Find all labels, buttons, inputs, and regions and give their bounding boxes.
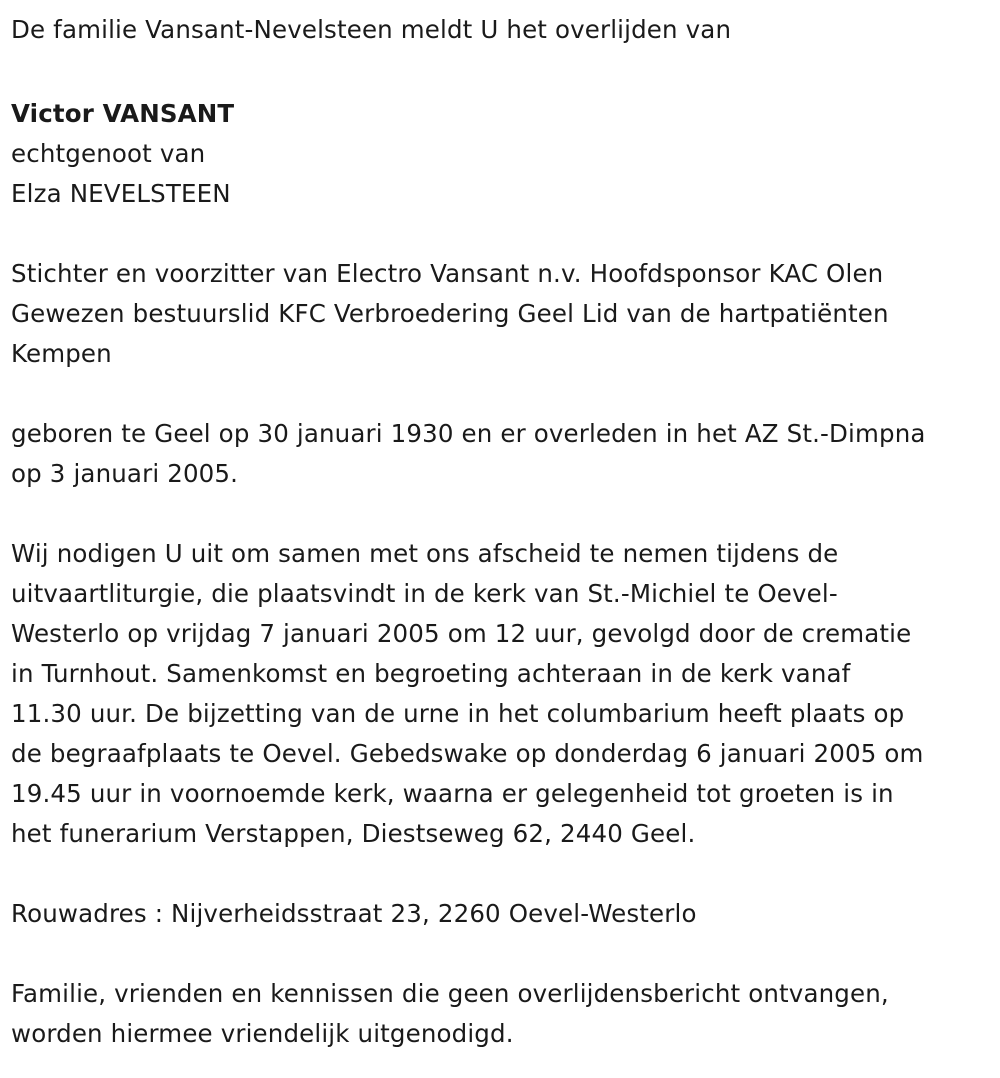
- mourning-address: Rouwadres : Nijverheidsstraat 23, 2260 Oevel-Westerlo: [11, 899, 697, 928]
- spacer: [11, 374, 996, 414]
- spouse-name: Elza NEVELSTEEN: [11, 179, 231, 208]
- ceremony-line: Westerlo op vrijdag 7 januari 2005 om 12 uur, gevolgd door de crematie: [11, 619, 912, 648]
- ceremony-line: Wij nodigen U uit om samen met ons afscheid te nemen tijdens de: [11, 539, 839, 568]
- spacer: [11, 54, 996, 94]
- ceremony-line: uitvaartliturgie, die plaatsvindt in de kerk van St.-Michiel te Oevel-: [11, 579, 838, 608]
- deceased-name: Victor VANSANT: [11, 99, 235, 128]
- ceremony-line: 11.30 uur. De bijzetting van de urne in het columbarium heeft plaats op: [11, 699, 905, 728]
- ceremony-line: het funerarium Verstappen, Diestseweg 62, 2440 Geel.: [11, 819, 696, 848]
- spacer: [11, 494, 996, 534]
- spacer: [11, 854, 996, 894]
- ceremony-line: in Turnhout. Samenkomst en begroeting achteraan in de kerk vanaf: [11, 659, 851, 688]
- birth-death-line: op 3 januari 2005.: [11, 459, 239, 488]
- ceremony-line: de begraafplaats te Oevel. Gebedswake op donderdag 6 januari 2005 om: [11, 739, 924, 768]
- spacer: [11, 934, 996, 974]
- birth-death-line: geboren te Geel op 30 januari 1930 en er overleden in het AZ St.-Dimpna: [11, 419, 926, 448]
- roles-line: Stichter en voorzitter van Electro Vansant n.v. Hoofdsponsor KAC Olen: [11, 259, 884, 288]
- ceremony-line: 19.45 uur in voornoemde kerk, waarna er gelegenheid tot groeten is in: [11, 779, 894, 808]
- intro-text: De familie Vansant-Nevelsteen meldt U het overlijden van: [11, 15, 732, 44]
- closing-line: Familie, vrienden en kennissen die geen overlijdensbericht ontvangen,: [11, 979, 889, 1008]
- relation-text: echtgenoot van: [11, 139, 206, 168]
- spacer: [11, 214, 996, 254]
- closing-line: worden hiermee vriendelijk uitgenodigd.: [11, 1019, 514, 1048]
- roles-line: Gewezen bestuurslid KFC Verbroedering Geel Lid van de hartpatiënten: [11, 299, 889, 328]
- death-notice: [11, 6, 996, 1054]
- roles-line: Kempen: [11, 339, 112, 368]
